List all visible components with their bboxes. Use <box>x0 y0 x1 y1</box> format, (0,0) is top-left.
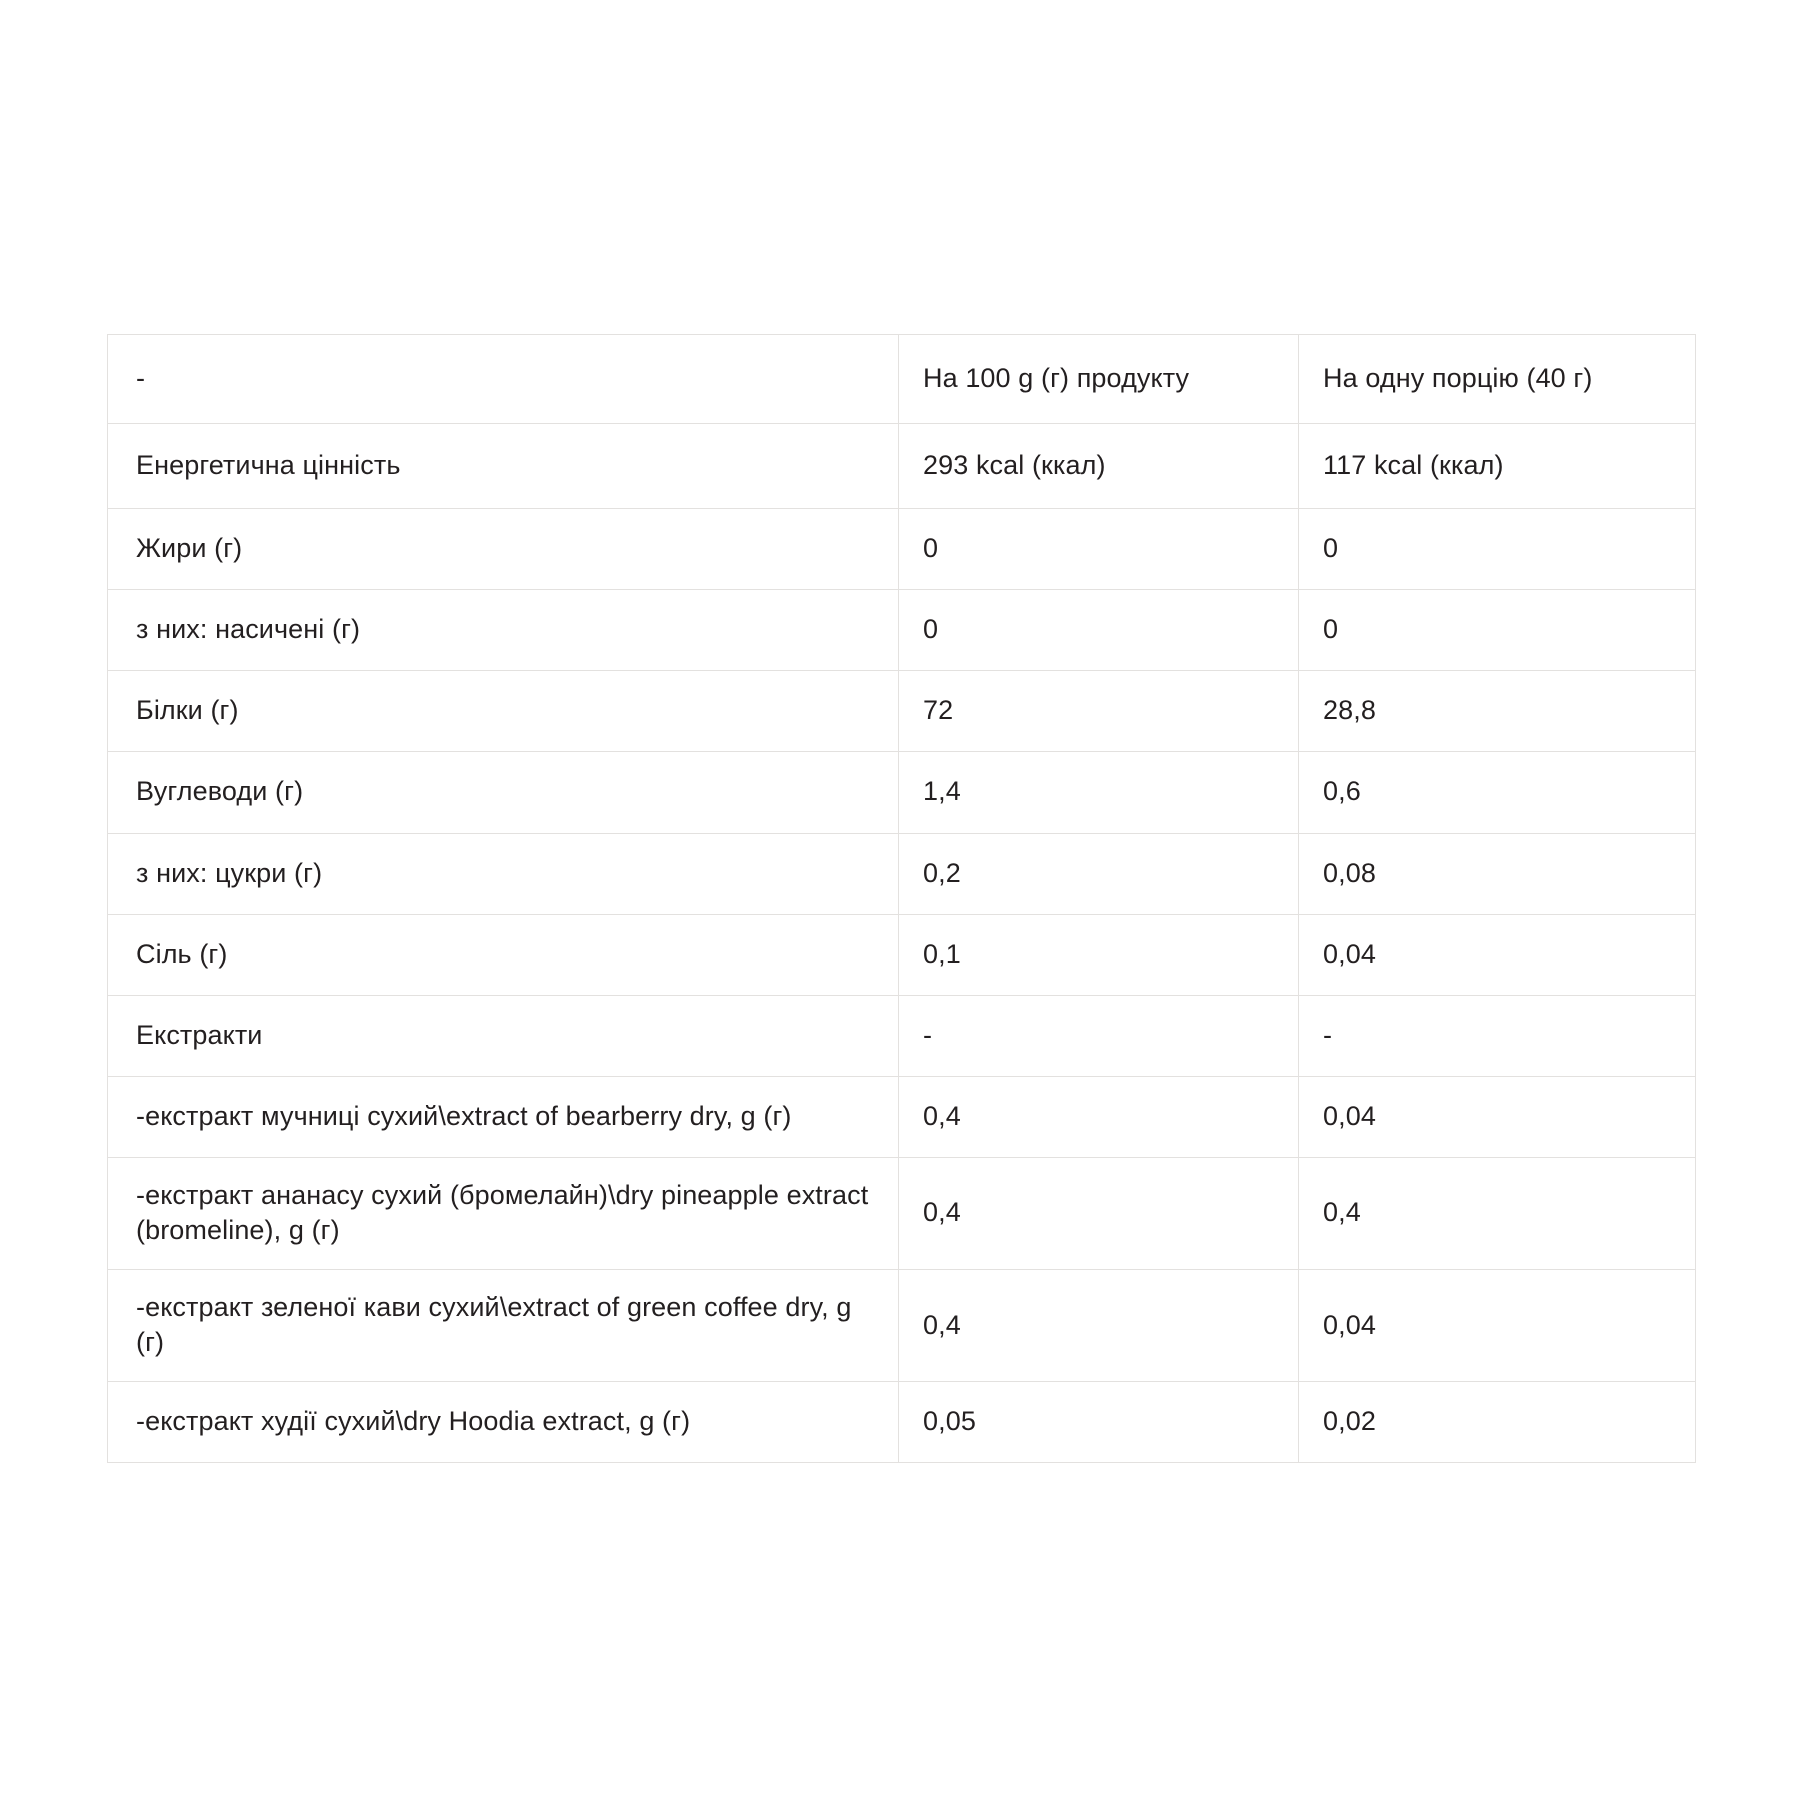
table-row <box>108 424 1696 509</box>
row-value-per-serving: 0,04 <box>1323 1100 1376 1131</box>
row-label-cell <box>108 671 899 752</box>
row-value-per100-cell <box>899 752 1299 833</box>
table-row <box>108 1382 1696 1463</box>
row-label: Білки (г) <box>136 695 239 726</box>
row-label-cell <box>108 509 899 590</box>
row-label-cell <box>108 752 899 833</box>
row-value-per100: 0,4 <box>923 1309 961 1340</box>
nutrition-table-wrapper <box>107 334 1695 1463</box>
row-value-per-serving-cell <box>1299 833 1696 914</box>
row-value-per-serving-cell <box>1299 1076 1696 1157</box>
row-value-per100-cell <box>899 1270 1299 1382</box>
row-value-per-serving: 0,08 <box>1323 857 1376 888</box>
row-value-per-serving: 0,04 <box>1323 1309 1376 1340</box>
table-row <box>108 1157 1696 1269</box>
row-label-cell <box>108 914 899 995</box>
row-value-per100: 0,4 <box>923 1100 961 1131</box>
row-value-per-serving-cell <box>1299 509 1696 590</box>
row-value-per-serving: 0,6 <box>1323 776 1361 807</box>
row-value-per100: 1,4 <box>923 776 961 807</box>
table-header-cell-per-serving <box>1299 335 1696 424</box>
row-label-cell <box>108 1382 899 1463</box>
table-row <box>108 752 1696 833</box>
row-label: Сіль (г) <box>136 938 228 969</box>
table-row <box>108 509 1696 590</box>
column-header-per-100g: На 100 g (г) продукту <box>923 363 1190 393</box>
table-header-cell-per100 <box>899 335 1299 424</box>
row-label: з них: цукри (г) <box>136 857 323 888</box>
row-label-cell <box>108 995 899 1076</box>
row-value-per100-cell <box>899 1382 1299 1463</box>
row-value-per100-cell <box>899 995 1299 1076</box>
row-value-per100-cell <box>899 914 1299 995</box>
row-value-per-serving: - <box>1323 1019 1333 1050</box>
row-label-cell <box>108 590 899 671</box>
table-row <box>108 590 1696 671</box>
row-value-per100: 293 kcal (ккал) <box>923 450 1106 481</box>
table-row <box>108 833 1696 914</box>
table-row <box>108 671 1696 752</box>
row-value-per100-cell <box>899 833 1299 914</box>
row-label: з них: насичені (г) <box>136 614 361 645</box>
row-value-per-serving: 0,4 <box>1323 1197 1361 1228</box>
row-value-per-serving-cell <box>1299 671 1696 752</box>
row-label-cell <box>108 1270 899 1382</box>
row-value-per100: 0 <box>923 533 939 564</box>
row-label-cell <box>108 424 899 509</box>
row-label: -екстракт худії сухий\dry Hoodia extract, g (г) <box>136 1406 691 1437</box>
row-value-per100-cell <box>899 1157 1299 1269</box>
table-row <box>108 995 1696 1076</box>
row-value-per100-cell <box>899 590 1299 671</box>
row-value-per-serving-cell <box>1299 1382 1696 1463</box>
row-value-per-serving-cell <box>1299 1157 1696 1269</box>
row-value-per-serving: 117 kcal (ккал) <box>1323 450 1504 481</box>
row-value-per-serving: 0 <box>1323 614 1339 645</box>
row-value-per100: 0,05 <box>923 1406 976 1437</box>
row-value-per100: 0,1 <box>923 938 961 969</box>
row-value-per100: - <box>923 1019 933 1050</box>
row-label-cell <box>108 833 899 914</box>
row-value-per-serving-cell <box>1299 424 1696 509</box>
table-header-cell-nutrient <box>108 335 899 424</box>
row-label-cell <box>108 1157 899 1269</box>
column-header-label: - <box>136 363 146 393</box>
row-value-per100: 72 <box>923 695 954 726</box>
nutrition-facts-table <box>107 334 1696 1463</box>
row-label: Екстракти <box>136 1019 263 1050</box>
row-value-per100-cell <box>899 424 1299 509</box>
row-value-per100: 0,4 <box>923 1197 961 1228</box>
row-label: -екстракт мучниці сухий\extract of bearberry dry, g (г) <box>136 1100 792 1131</box>
row-value-per-serving-cell <box>1299 752 1696 833</box>
row-value-per100: 0,2 <box>923 857 961 888</box>
row-value-per-serving-cell <box>1299 914 1696 995</box>
row-value-per-serving-cell <box>1299 1270 1696 1382</box>
row-value-per-serving-cell <box>1299 995 1696 1076</box>
row-label: Жири (г) <box>136 533 243 564</box>
row-value-per100-cell <box>899 509 1299 590</box>
table-header-row <box>108 335 1696 424</box>
table-row <box>108 914 1696 995</box>
table-row <box>108 1270 1696 1382</box>
table-row <box>108 1076 1696 1157</box>
row-value-per-serving: 0 <box>1323 533 1339 564</box>
row-label: Енергетична цінність <box>136 450 401 481</box>
column-header-per-serving: На одну порцію (40 г) <box>1323 363 1593 393</box>
row-value-per-serving-cell <box>1299 590 1696 671</box>
row-label: -екстракт ананасу сухий (бромелайн)\dry pineapple extract (bromeline), g (г) <box>136 1179 869 1246</box>
row-label: -екстракт зеленої кави сухий\extract of green coffee dry, g (г) <box>136 1292 852 1358</box>
row-value-per100: 0 <box>923 614 939 645</box>
row-value-per100-cell <box>899 1076 1299 1157</box>
row-label-cell <box>108 1076 899 1157</box>
row-value-per-serving: 28,8 <box>1323 695 1376 726</box>
row-value-per-serving: 0,02 <box>1323 1406 1376 1437</box>
row-value-per-serving: 0,04 <box>1323 938 1376 969</box>
row-label: Вуглеводи (г) <box>136 776 304 807</box>
row-value-per100-cell <box>899 671 1299 752</box>
